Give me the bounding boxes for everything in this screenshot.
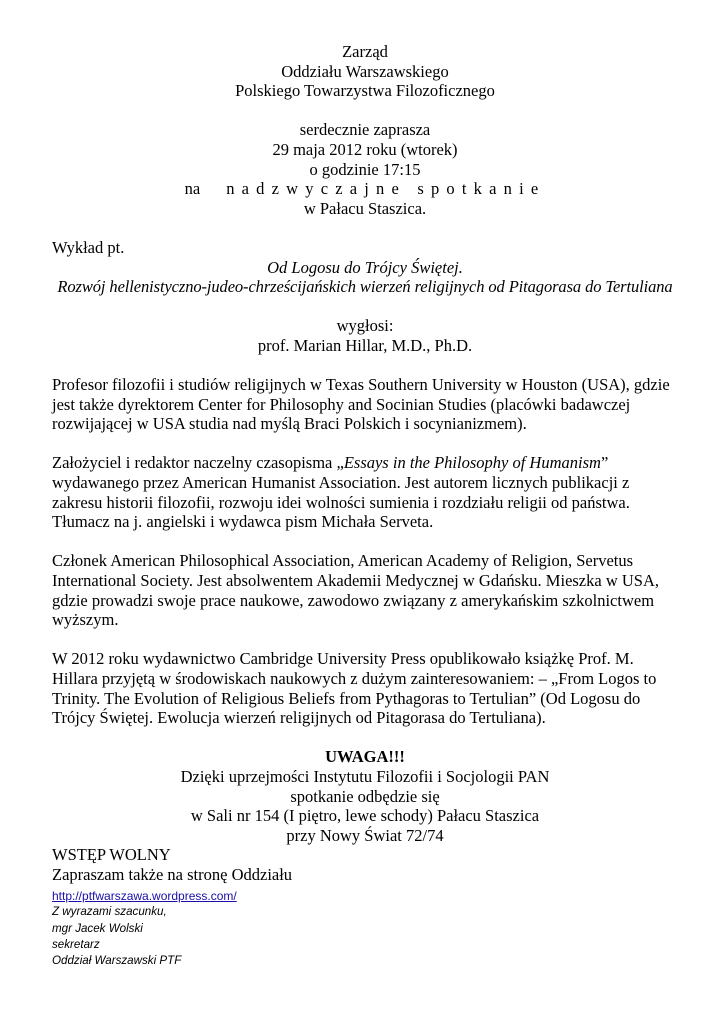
signer-name: mgr Jacek Wolski — [52, 921, 143, 935]
notice-room: w Sali nr 154 (I piętro, lewe schody) Pałacu Staszica — [190, 806, 540, 826]
speaker-name: prof. Marian Hillar, M.D., Ph.D. — [257, 335, 473, 355]
branch-website-link[interactable]: http://ptfwarszawa.wordpress.com/ — [52, 888, 237, 903]
organizer-line-branch: Oddziału Warszawskiego — [281, 61, 449, 81]
bio-editor-text-start: Założyciel i redaktor naczelny czasopisma „ — [52, 453, 344, 473]
lecture-block — [52, 238, 678, 356]
signer-branch: Oddział Warszawski PTF — [52, 954, 182, 968]
notice-address: przy Nowy Świat 72/74 — [286, 825, 444, 845]
event-date: 29 maja 2012 roku (wtorek) — [272, 139, 458, 159]
bio-paragraph-editor — [52, 453, 678, 531]
notice-meeting: spotkanie odbędzie się — [290, 786, 440, 806]
speaker-intro: wygłosi: — [336, 316, 394, 336]
invitation-block — [52, 120, 678, 218]
lecture-subtitle: Rozwój hellenistyczno-judeo-chrześcijańskich wierzeń religijnych od Pitagorasa do Tertuliana — [57, 277, 673, 297]
organizer-line-board: Zarząd — [342, 42, 388, 61]
free-entry: WSTĘP WOLNY — [52, 845, 171, 865]
invitation-document — [52, 42, 678, 970]
lecture-title: Od Logosu do Trójcy Świętej. — [267, 257, 463, 277]
journal-title: Essays in the Philosophy of Humanism — [343, 453, 601, 473]
notice-heading: UWAGA!!! — [325, 747, 405, 767]
invites-text: serdecznie zaprasza — [299, 120, 431, 140]
signer-role: sekretarz — [52, 937, 100, 951]
organizer-line-society: Polskiego Towarzystwa Filozoficznego — [235, 81, 495, 101]
footer-block — [52, 845, 678, 969]
lecture-intro: Wykład pt. — [52, 237, 125, 257]
regards-line: Z wyrazami szacunku, — [52, 905, 167, 919]
bio-paragraph-position: Profesor filozofii i studiów religijnych w Texas Southern University w Houston (USA), gdzie jest także dyrektorem Center for Philosophy and Socinian Studies (placówki badawczej rozwijającej w USA studia nad myślą Braci Polskich i socynianizmem). — [52, 375, 670, 434]
notice-courtesy: Dzięki uprzejmości Instytutu Filozofii i Socjologii PAN — [180, 766, 550, 786]
organizer-header — [52, 42, 678, 101]
event-type-line — [52, 179, 678, 199]
event-venue: w Pałacu Staszica. — [303, 198, 427, 218]
event-type-prefix: na — [184, 179, 201, 199]
bio-editor-text-end: ” wydawanego przez American Humanist Association. Jest autorem licznych publikacji z zakresu historii filozofii, rozwoju idei wolności sumienia i rozdziału religii od państwa. Tłumacz na j. angielski i wydawca pism Michała Serveta. — [52, 453, 630, 532]
bio-paragraph-book: W 2012 roku wydawnictwo Cambridge University Press opublikowało książkę Prof. M. Hillara przyjętą w środowiskach naukowych z dużym zainteresowaniem: – „From Logos to Trinity. The Evolution of Religious Beliefs from Pythagoras to Tertulian” (Od Logosu do Trójcy Świętej. Ewolucja wierzeń religijnych od Pitagorasa do Tertuliana). — [52, 649, 657, 728]
website-invite: Zapraszam także na stronę Oddziału — [52, 864, 293, 884]
event-type: nadzwyczajne spotkanie — [226, 179, 546, 199]
notice-block — [52, 747, 678, 845]
event-time: o godzinie 17:15 — [309, 159, 421, 179]
bio-paragraph-memberships: Członek American Philosophical Association, American Academy of Religion, Servetus International Society. Jest absolwentem Akademii Medycznej w Gdańsku. Mieszka w USA, gdzie prowadzi swoje prace naukowe, zawodowo związany z amerykańskim szkolnictwem wyższym. — [52, 551, 660, 630]
